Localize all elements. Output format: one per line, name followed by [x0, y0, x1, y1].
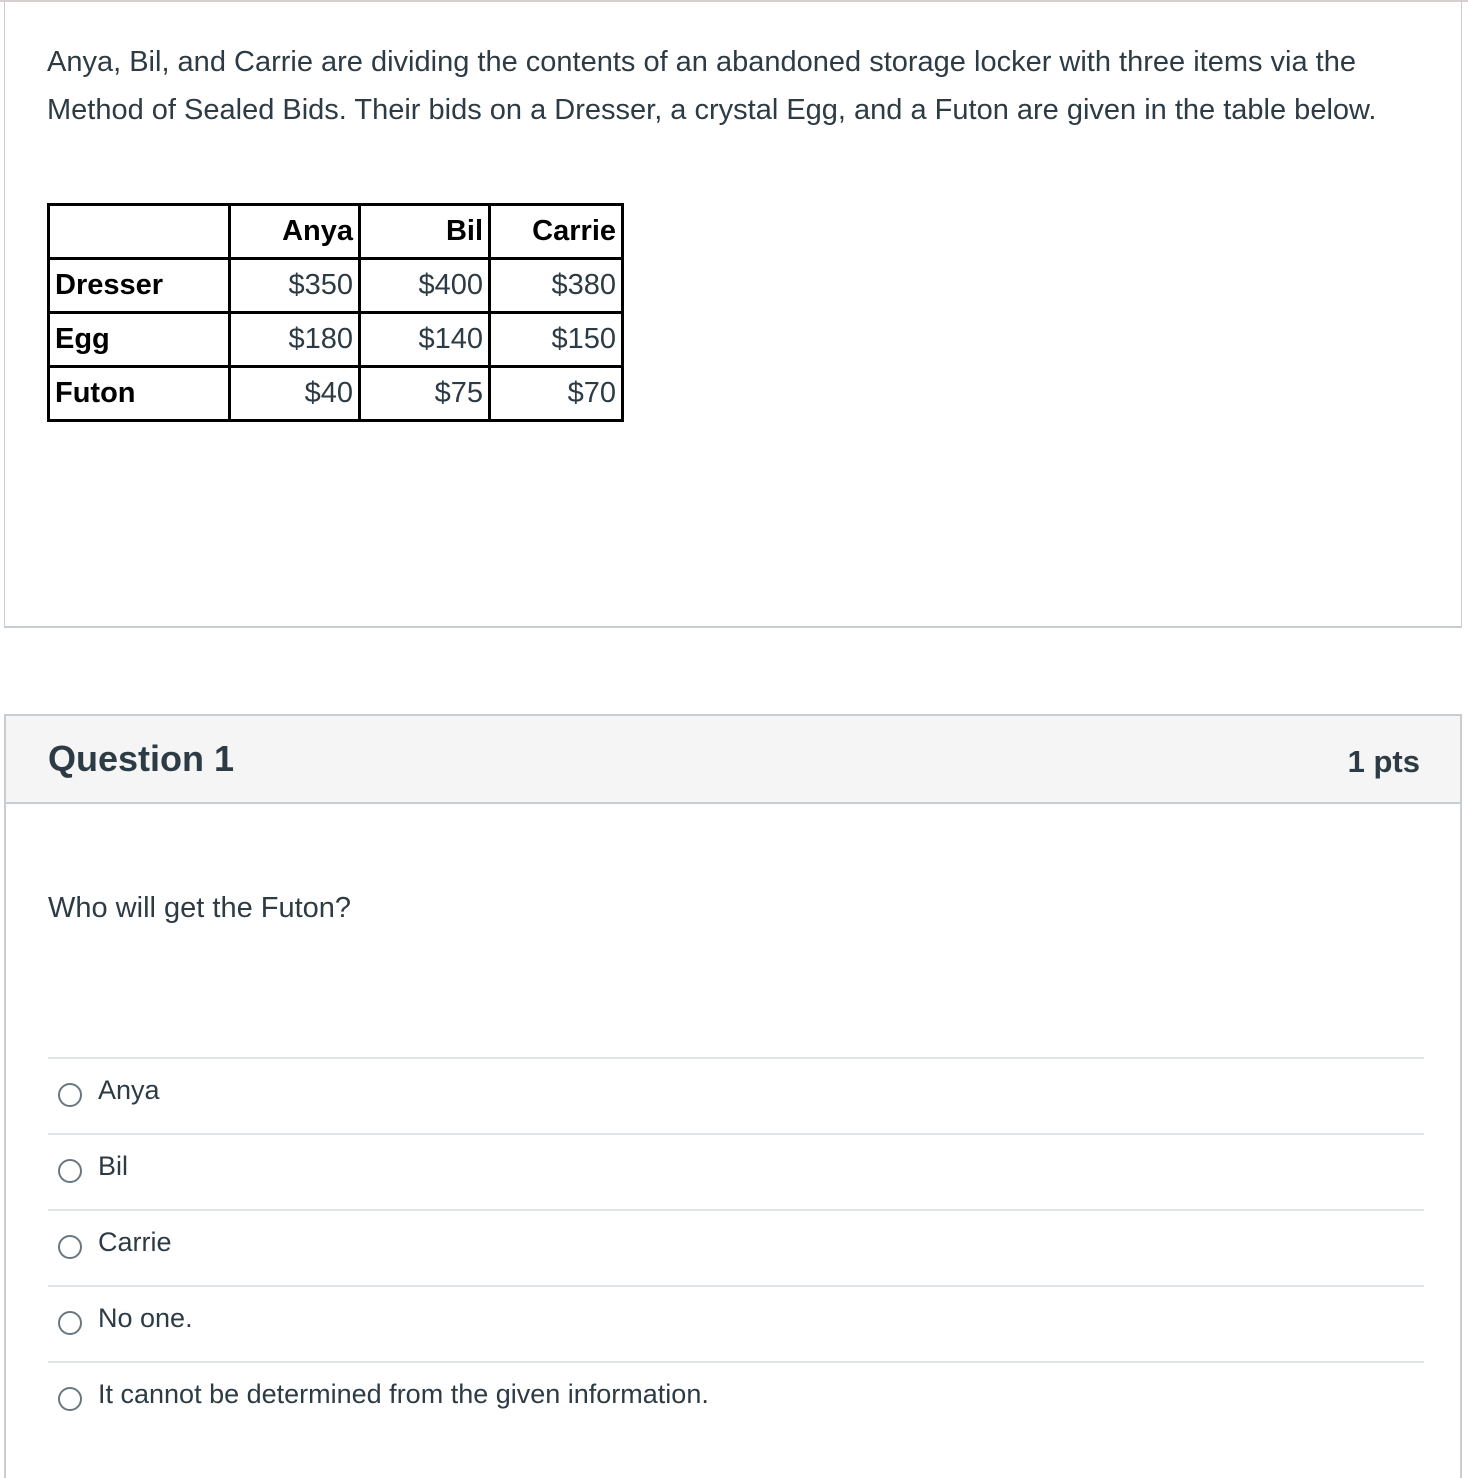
item-name: Egg	[49, 313, 230, 367]
bid-cell: $150	[490, 313, 623, 367]
bid-table	[47, 203, 624, 422]
radio-button[interactable]	[58, 1235, 82, 1259]
table-row	[49, 259, 623, 313]
bid-cell: $400	[360, 259, 490, 313]
question-title: Question 1	[48, 738, 235, 779]
header-bil: Bil	[360, 205, 490, 259]
item-name: Futon	[49, 367, 230, 421]
answer-list	[48, 1057, 1424, 1437]
bid-cell: $380	[490, 259, 623, 313]
intro-card	[4, 0, 1462, 628]
question-card	[4, 714, 1462, 1478]
header-carrie: Carrie	[490, 205, 623, 259]
question-points: 1 pts	[1347, 744, 1420, 779]
bid-cell: $70	[490, 367, 623, 421]
item-name: Dresser	[49, 259, 230, 313]
bid-cell: $180	[230, 313, 360, 367]
answer-label[interactable]: Carrie	[98, 1227, 172, 1257]
bid-cell: $140	[360, 313, 490, 367]
radio-button[interactable]	[58, 1083, 82, 1107]
answer-option-carrie[interactable]	[48, 1209, 1424, 1285]
radio-button[interactable]	[58, 1387, 82, 1411]
answer-option-anya[interactable]	[48, 1057, 1424, 1133]
table-header-row	[49, 205, 623, 259]
answer-option-no-one[interactable]	[48, 1285, 1424, 1361]
table-row	[49, 313, 623, 367]
answer-label[interactable]: Anya	[98, 1075, 160, 1105]
answer-option-cannot-determine[interactable]	[48, 1361, 1424, 1437]
answer-label[interactable]: Bil	[98, 1151, 129, 1181]
answer-label[interactable]: No one.	[98, 1303, 193, 1333]
intro-text: Anya, Bil, and Carrie are dividing the contents of an abandoned storage locker with three items via the Method of Sealed Bids. Their bids on a Dresser, a crystal Egg, and a Futon are given in the table below.	[47, 46, 1377, 126]
answer-label[interactable]: It cannot be determined from the given information.	[98, 1379, 709, 1409]
bid-cell: $75	[360, 367, 490, 421]
question-header	[6, 716, 1460, 804]
question-prompt: Who will get the Futon?	[48, 892, 352, 924]
header-anya: Anya	[230, 205, 360, 259]
radio-button[interactable]	[58, 1159, 82, 1183]
bid-cell: $350	[230, 259, 360, 313]
table-row	[49, 367, 623, 421]
answer-option-bil[interactable]	[48, 1133, 1424, 1209]
bid-cell: $40	[230, 367, 360, 421]
table-corner-cell	[49, 205, 230, 259]
radio-button[interactable]	[58, 1311, 82, 1335]
